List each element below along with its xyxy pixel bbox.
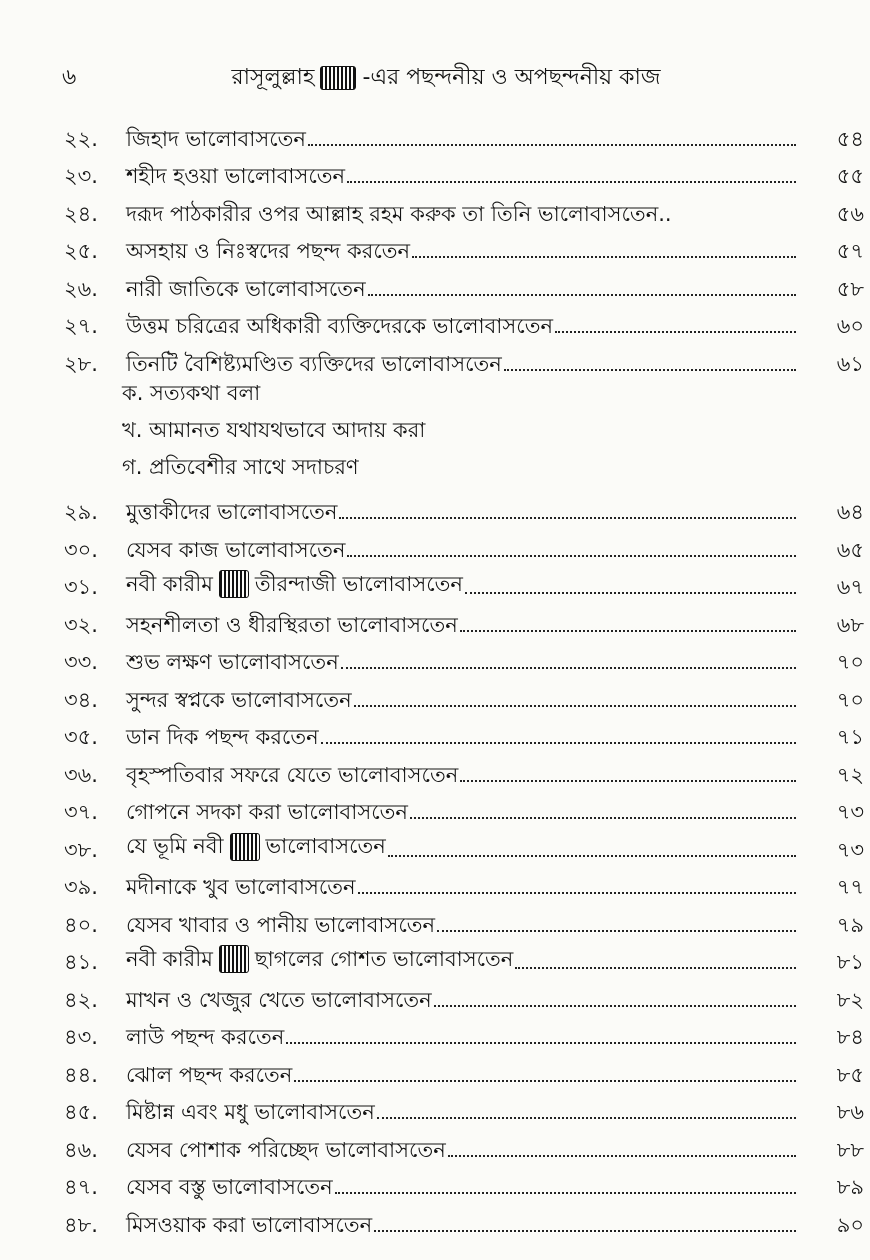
entry-number: ৩২. — [64, 612, 98, 637]
toc-entry — [64, 786, 864, 824]
entry-number: ২২. — [64, 126, 98, 151]
entry-page: ৮৬ — [836, 1100, 864, 1124]
entry-number: ৩৩. — [64, 650, 98, 674]
dot-leader — [504, 368, 796, 371]
toc-entry — [64, 225, 864, 263]
sub-entry: খ. আমানত যথাযথভাবে আদায় করা — [122, 417, 426, 442]
entry-title: গোপনে সদকা করা ভালোবাসতেন — [126, 800, 408, 824]
dot-leader — [354, 704, 796, 707]
dot-leader — [515, 966, 796, 969]
toc-entry — [64, 1123, 864, 1161]
entry-page: ৬৪ — [836, 500, 864, 524]
entry-page: ৭৩ — [836, 837, 864, 862]
dot-leader — [465, 591, 796, 594]
entry-page: ৫৫ — [836, 164, 864, 188]
entry-page: ৮৯ — [836, 1175, 864, 1199]
dot-leader — [335, 1191, 796, 1194]
entry-page: ৫৪ — [836, 126, 864, 151]
toc-entry — [64, 337, 864, 375]
dot-leader — [674, 218, 796, 221]
sub-entry: ক. সত্যকথা বলা — [122, 380, 261, 405]
dot-leader — [377, 1116, 796, 1119]
entry-page: ৬০ — [836, 314, 864, 338]
entry-title: মুত্তাকীদের ভালোবাসতেন — [126, 500, 338, 524]
dot-leader — [434, 1004, 796, 1007]
entry-title: উত্তম চরিত্রের অধিকারী ব্যক্তিদেরকে ভালোবাসতেন — [126, 314, 553, 338]
dot-leader — [286, 1041, 796, 1044]
page-header — [62, 58, 810, 98]
toc-entry — [64, 486, 864, 524]
entry-page: ৫৮ — [836, 276, 864, 301]
entry-page: ৭২ — [836, 762, 864, 787]
toc-entry — [64, 898, 864, 936]
entry-page: ৮৮ — [836, 1137, 864, 1162]
entry-title: শুভ লক্ষণ ভালোবাসতেন — [126, 650, 339, 674]
entry-page: ৭০ — [836, 650, 864, 674]
entry-title — [126, 945, 513, 973]
entry-number: ৪৩. — [64, 1025, 98, 1049]
dot-leader — [308, 143, 796, 146]
entry-number: ৩৪. — [64, 687, 98, 712]
entry-title: ডান দিক পছন্দ করতেন — [126, 725, 319, 749]
entry-number: ৩৯. — [64, 875, 98, 899]
dot-leader — [412, 255, 796, 258]
entry-number: ৪৬. — [64, 1137, 98, 1162]
entry-number: ৪২. — [64, 987, 98, 1012]
entry-number: ২৭. — [64, 314, 98, 338]
dot-leader — [347, 554, 796, 557]
entry-title-start: নবী কারীম — [126, 946, 213, 971]
entry-page: ৭০ — [836, 687, 864, 712]
entry-page: ৮৫ — [836, 1062, 864, 1087]
entry-number: ৩১. — [64, 575, 98, 599]
entry-page: ৮২ — [836, 987, 864, 1012]
dot-leader — [388, 854, 796, 857]
toc-entry — [64, 523, 864, 561]
dot-leader — [294, 1079, 796, 1082]
entry-title: যেসব পোশাক পরিচ্ছেদ ভালোবাসতেন — [126, 1137, 446, 1162]
entry-title: লাউ পছন্দ করতেন — [126, 1025, 285, 1049]
entry-title: তিনটি বৈশিষ্ট্যমণ্ডিত ব্যক্তিদের ভালোবাসতেন — [126, 351, 502, 376]
dot-leader — [339, 516, 796, 519]
entry-page: ৫৬ — [836, 201, 864, 226]
toc-entry — [64, 262, 864, 300]
toc-entry — [64, 673, 864, 711]
entry-title-start: যে ভূমি নবী — [126, 834, 224, 858]
toc-entry — [64, 112, 864, 150]
entry-title-end: ছাগলের গোশত ভালোবাসতেন — [254, 946, 514, 971]
entry-page: ৮১ — [836, 950, 864, 974]
entry-title: মাখন ও খেজুর খেতে ভালোবাসতেন — [126, 987, 432, 1012]
toc-entry — [64, 598, 864, 636]
entry-number: ৪৪. — [64, 1062, 98, 1087]
running-title-end: -এর পছন্দনীয় ও অপছন্দনীয় কাজ — [362, 64, 661, 90]
entry-page: ৬৮ — [836, 612, 864, 637]
dot-leader — [448, 1154, 796, 1157]
entry-title: অসহায় ও নিঃস্বদের পছন্দ করতেন — [126, 239, 411, 263]
entry-page: ৭৭ — [836, 875, 864, 899]
toc-entry — [64, 973, 864, 1011]
entry-number: ২৬. — [64, 276, 98, 301]
entry-number: ৩০. — [64, 537, 98, 562]
entry-number: ২৩. — [64, 164, 98, 188]
entry-title: মিসওয়াক করা ভালোবাসতেন — [126, 1212, 373, 1237]
sub-entry: গ. প্রতিবেশীর সাথে সদাচরণ — [122, 454, 359, 479]
entry-title: সহনশীলতা ও ধীরস্থিরতা ভালোবাসতেন — [126, 612, 458, 637]
entry-title: মদীনাকে খুব ভালোবাসতেন — [126, 875, 356, 899]
table-of-contents — [64, 112, 864, 1236]
entry-title: যেসব কাজ ভালোবাসতেন — [126, 537, 346, 562]
running-title — [122, 60, 770, 97]
entry-page: ৯০ — [836, 1212, 864, 1237]
entry-title: দরূদ পাঠকারীর ওপর আল্লাহ রহম করুক তা তিনি ভালোবাসতেন.. — [126, 201, 672, 226]
entry-number: ২৮. — [64, 351, 98, 376]
entry-title: সুন্দর স্বপ্নকে ভালোবাসতেন — [126, 687, 352, 712]
entry-title-start: নবী কারীম — [126, 571, 213, 596]
entry-title: জিহাদ ভালোবাসতেন — [126, 126, 306, 151]
toc-entry — [64, 861, 864, 899]
entry-title-end: ভালোবাসতেন — [265, 834, 386, 858]
toc-entry — [64, 1161, 864, 1199]
dot-leader — [341, 666, 796, 669]
entry-title: শহীদ হওয়া ভালোবাসতেন — [126, 164, 346, 188]
entry-title — [126, 570, 463, 598]
dot-leader — [460, 629, 796, 632]
entry-title: যেসব খাবার ও পানীয় ভালোবাসতেন — [126, 912, 436, 937]
entry-number: ৪১. — [64, 950, 98, 974]
entry-title: মিষ্টান্ন এবং মধু ভালোবাসতেন — [126, 1100, 375, 1124]
salutation-seal-icon — [230, 833, 260, 861]
entry-number: ৩৫. — [64, 725, 98, 749]
dot-leader — [437, 929, 796, 932]
entry-number: ২৪. — [64, 201, 98, 226]
toc-entry — [64, 1086, 864, 1124]
entry-number: ৪০. — [64, 912, 98, 937]
toc-entry — [64, 636, 864, 674]
entry-page: ৬১ — [836, 351, 864, 376]
entry-number: ২৯. — [64, 500, 98, 524]
entry-title — [126, 833, 386, 861]
dot-leader — [555, 330, 796, 333]
toc-entry — [64, 936, 864, 974]
entry-title: নারী জাতিকে ভালোবাসতেন — [126, 276, 366, 301]
entry-number: ৪৮. — [64, 1212, 98, 1237]
entry-number: ২৫. — [64, 239, 98, 263]
salutation-seal-icon — [219, 945, 249, 973]
toc-entry — [64, 187, 864, 225]
entry-page: ৭৯ — [836, 912, 864, 937]
entry-number: ৩৬. — [64, 762, 98, 787]
entry-page: ৭১ — [836, 725, 864, 749]
toc-entry — [64, 748, 864, 786]
dot-leader — [368, 293, 796, 296]
toc-entry — [64, 823, 864, 861]
entry-page: ৬৫ — [836, 537, 864, 562]
entry-number: ৪৫. — [64, 1100, 98, 1124]
dot-leader — [358, 891, 796, 894]
entry-number: ৩৭. — [64, 800, 98, 824]
entry-page: ৭৩ — [836, 800, 864, 824]
toc-entry — [64, 300, 864, 338]
salutation-seal-icon — [320, 66, 356, 90]
entry-title-end: তীরন্দাজী ভালোবাসতেন — [254, 571, 463, 596]
entry-page: ৮৪ — [836, 1025, 864, 1049]
entry-page: ৬৭ — [836, 575, 864, 599]
toc-entry — [64, 561, 864, 599]
entry-page: ৫৭ — [836, 239, 864, 263]
entry-title: যেসব বস্তু ভালোবাসতেন — [126, 1175, 333, 1199]
toc-entry — [64, 1048, 864, 1086]
toc-entry — [64, 1011, 864, 1049]
entry-number: ৩৮. — [64, 837, 98, 862]
dot-leader — [347, 180, 796, 183]
entry-number: ৪৭. — [64, 1175, 98, 1199]
dot-leader — [410, 816, 796, 819]
entry-title: ঝোল পছন্দ করতেন — [126, 1062, 293, 1087]
entry-title: বৃহস্পতিবার সফরে যেতে ভালোবাসতেন — [126, 762, 459, 787]
toc-entry — [64, 1198, 864, 1236]
running-title-start: রাসূলুল্লাহ — [231, 64, 315, 90]
salutation-seal-icon — [219, 570, 249, 598]
page-number: ৬ — [62, 64, 77, 90]
dot-leader — [374, 1229, 796, 1232]
dot-leader — [321, 741, 796, 744]
toc-entry — [64, 150, 864, 188]
toc-entry — [64, 711, 864, 749]
dot-leader — [460, 779, 796, 782]
